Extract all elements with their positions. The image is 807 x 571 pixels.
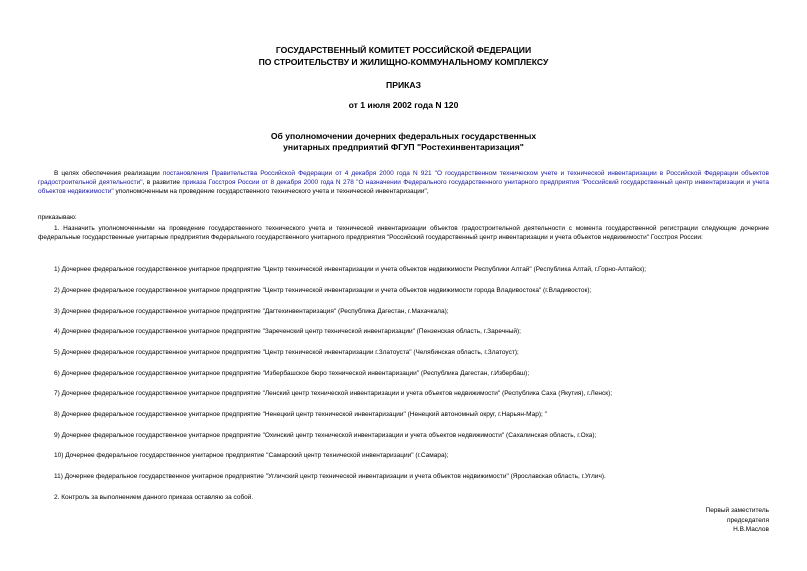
list-item: 8) Дочернее федеральное государственное унитарное предприятие "Ненецкий центр технической инвентаризации" (Ненецкий автономный округ, г.Нарьян-Мар); " xyxy=(54,411,547,418)
list-item: 6) Дочернее федеральное государственное унитарное предприятие "Избербашское бюро технической инвентаризации" (Республика Дагестан, г.Избербаш); xyxy=(54,370,530,377)
list-item: 11) Дочернее федеральное государственное унитарное предприятие "Угличский центр технической инвентаризации и учета объектов недвижимости" (Ярославская область, г.Углич). xyxy=(54,473,606,480)
list-item: 5) Дочернее федеральное государственное унитарное предприятие "Центр технической инвентаризации г.Златоуста" (Челябинская область, г.Златоуст); xyxy=(54,349,519,356)
list-item: 3) Дочернее федеральное государственное унитарное предприятие "Дагтехинвентаризация" (Республика Дагестан, г.Махачкала); xyxy=(54,308,449,315)
preamble-text-1: В целях обеспечения реализации xyxy=(54,170,163,177)
preamble-paragraph xyxy=(38,169,769,196)
doc-date-number: от 1 июля 2002 года N 120 xyxy=(348,100,459,110)
org-name-line1: ГОСУДАРСТВЕННЫЙ КОМИТЕТ РОССИЙСКОЙ ФЕДЕРАЦИИ xyxy=(275,45,532,55)
list-item: 7) Дочернее федеральное государственное унитарное предприятие "Ленский центр технической инвентаризации и учета объектов недвижимости" (Республика Саха (Якутия), г.Ленск); xyxy=(54,390,613,397)
signature-block xyxy=(706,506,769,535)
point-2-text: 2. Контроль за выполнением данного приказа оставляю за собой. xyxy=(54,494,254,501)
signature-name: Н.В.Маслов xyxy=(733,526,769,533)
list-item: 1) Дочернее федеральное государственное унитарное предприятие "Центр технической инвентаризации и учета объектов недвижимости Республики Алтай" (Республика Алтай, г.Горно-Алтайск); xyxy=(54,266,647,273)
decree-921-link[interactable]: постановления Правительства Российской Федерации от 4 декабря 2000 года N 921 "О государственном техническом учете и технической инвентаризации в Российской Федерации объектов градостроительной деятельности" xyxy=(38,170,769,186)
point-1-paragraph xyxy=(38,224,769,242)
point-1-text: 1. Назначить уполномоченными на проведение государственного технического учета и технической инвентаризации объектов градостроительной деятельности с момента государственной регистрации следующие дочерние федеральные государственные унитарные предприятия Федерального государственного унитарного предприятия "Российский государственный центр инвентаризации и учета объектов недвижимости" Госстроя России: xyxy=(38,225,769,241)
list-item: 4) Дочернее федеральное государственное унитарное предприятие "Зареченский центр технической инвентаризации" (Пензенская область, г.Заречный); xyxy=(54,328,521,335)
doc-type-title: ПРИКАЗ xyxy=(386,80,421,90)
preamble-text-3: уполномоченным на проведение государственного технического учета и технической инвентаризации", xyxy=(113,188,429,195)
list-item: 9) Дочернее федеральное государственное унитарное предприятие "Охинский центр технической инвентаризации и учета объектов недвижимости" (Сахалинская область, г.Оха); xyxy=(54,432,597,439)
subject-line2: унитарных предприятий ФГУП "Ростехинвентаризация" xyxy=(283,142,524,152)
list-item: 10) Дочернее федеральное государственное унитарное предприятие "Самарский центр технической инвентаризации" (г.Самара); xyxy=(54,452,449,459)
order-278-link[interactable]: приказа Госстроя России от 8 декабря 2000 года N 278 "О назначении Федерального государственного унитарного предприятия "Российский государственный центр инвентаризации и учета объектов недвижимости" xyxy=(38,179,770,195)
subject-line1: Об уполномочении дочерних федеральных государственных xyxy=(270,131,537,141)
order-word: приказываю: xyxy=(38,214,77,221)
preamble-text-2: , в развитие xyxy=(142,179,183,186)
signature-position-line2: председателя xyxy=(726,516,769,524)
org-name-line2: ПО СТРОИТЕЛЬСТВУ И ЖИЛИЩНО-КОММУНАЛЬНОМУ КОМПЛЕКСУ xyxy=(258,57,549,67)
list-item: 2) Дочернее федеральное государственное унитарное предприятие "Центр технической инвентаризации и учета объектов недвижимости города Владивостока" (г.Владивосток); xyxy=(54,287,592,294)
signature-position-line1: Первый заместитель xyxy=(705,507,769,514)
